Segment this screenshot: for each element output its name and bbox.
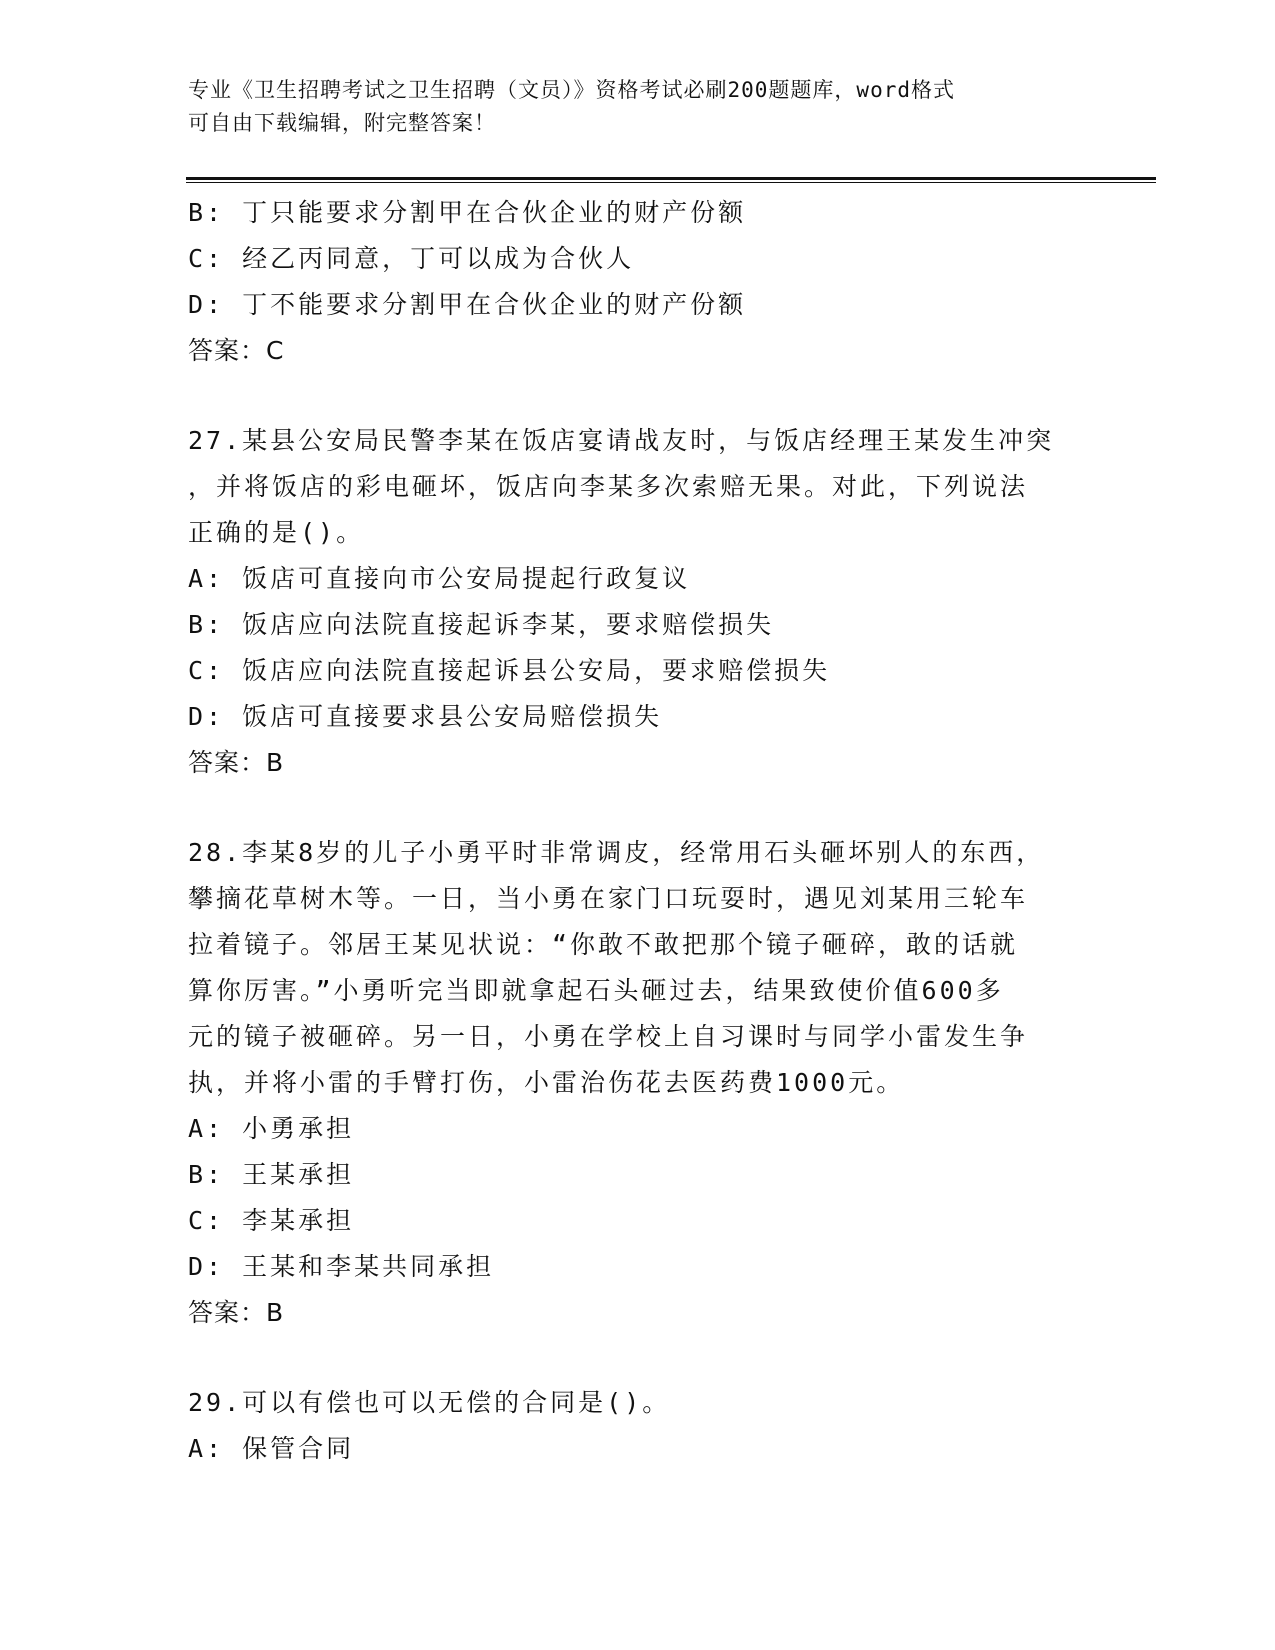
question-stem-line: ，并将饭店的彩电砸坏，饭店向李某多次索赔无果。对此，下列说法 bbox=[188, 472, 1029, 501]
question-stem-line: 28.李某8岁的儿子小勇平时非常调皮，经常用石头砸坏别人的东西， bbox=[188, 838, 1045, 867]
answer-label: 答案：B bbox=[188, 748, 285, 777]
question-stem-line: 执，并将小雷的手臂打伤，小雷治伤花去医药费1000元。 bbox=[188, 1068, 905, 1097]
question-stem-line: 拉着镜子。邻居王某见状说：“你敢不敢把那个镜子砸碎，敢的话就 bbox=[188, 930, 1019, 959]
question-gap bbox=[188, 786, 1088, 830]
header-line-1: 专业《卫生招聘考试之卫生招聘（文员）》资格考试必刷200题题库，word格式 bbox=[188, 78, 955, 102]
header-line-2: 可自由下载编辑，附完整答案！ bbox=[188, 111, 496, 135]
question-28 bbox=[188, 830, 1088, 1336]
header-divider-thick bbox=[186, 177, 1156, 180]
question-27 bbox=[188, 418, 1088, 786]
header-divider-thin bbox=[186, 182, 1156, 183]
option-b: B: 丁只能要求分割甲在合伙企业的财产份额 bbox=[188, 198, 747, 227]
option-b: B: 王某承担 bbox=[188, 1160, 355, 1189]
option-a: A: 饭店可直接向市公安局提起行政复议 bbox=[188, 564, 691, 593]
answer-label: 答案：C bbox=[188, 336, 285, 365]
question-stem-line: 算你厉害。”小勇听完当即就拿起石头砸过去，结果致使价值600多 bbox=[188, 976, 1004, 1005]
question-stem-line: 攀摘花草树木等。一日，当小勇在家门口玩耍时，遇见刘某用三轮车 bbox=[188, 884, 1029, 913]
question-29 bbox=[188, 1380, 1088, 1472]
question-26-continued bbox=[188, 190, 1088, 374]
question-gap bbox=[188, 1336, 1088, 1380]
option-c: C: 李某承担 bbox=[188, 1206, 355, 1235]
option-d: D: 饭店可直接要求县公安局赔偿损失 bbox=[188, 702, 663, 731]
document-header bbox=[188, 74, 1088, 140]
answer-label: 答案：B bbox=[188, 1298, 285, 1327]
option-d: D: 王某和李某共同承担 bbox=[188, 1252, 495, 1281]
question-stem-line: 正确的是()。 bbox=[188, 518, 365, 547]
option-c: C: 经乙丙同意，丁可以成为合伙人 bbox=[188, 244, 635, 273]
question-stem-line: 元的镜子被砸碎。另一日，小勇在学校上自习课时与同学小雷发生争 bbox=[188, 1022, 1029, 1051]
option-d: D: 丁不能要求分割甲在合伙企业的财产份额 bbox=[188, 290, 747, 319]
question-gap bbox=[188, 374, 1088, 418]
option-b: B: 饭店应向法院直接起诉李某，要求赔偿损失 bbox=[188, 610, 775, 639]
option-c: C: 饭店应向法院直接起诉县公安局，要求赔偿损失 bbox=[188, 656, 831, 685]
question-stem-line: 29.可以有偿也可以无偿的合同是()。 bbox=[188, 1388, 671, 1417]
option-a: A: 保管合同 bbox=[188, 1434, 355, 1463]
question-list bbox=[188, 190, 1088, 1472]
question-stem-line: 27.某县公安局民警李某在饭店宴请战友时，与饭店经理王某发生冲突 bbox=[188, 426, 1055, 455]
option-a: A: 小勇承担 bbox=[188, 1114, 355, 1143]
